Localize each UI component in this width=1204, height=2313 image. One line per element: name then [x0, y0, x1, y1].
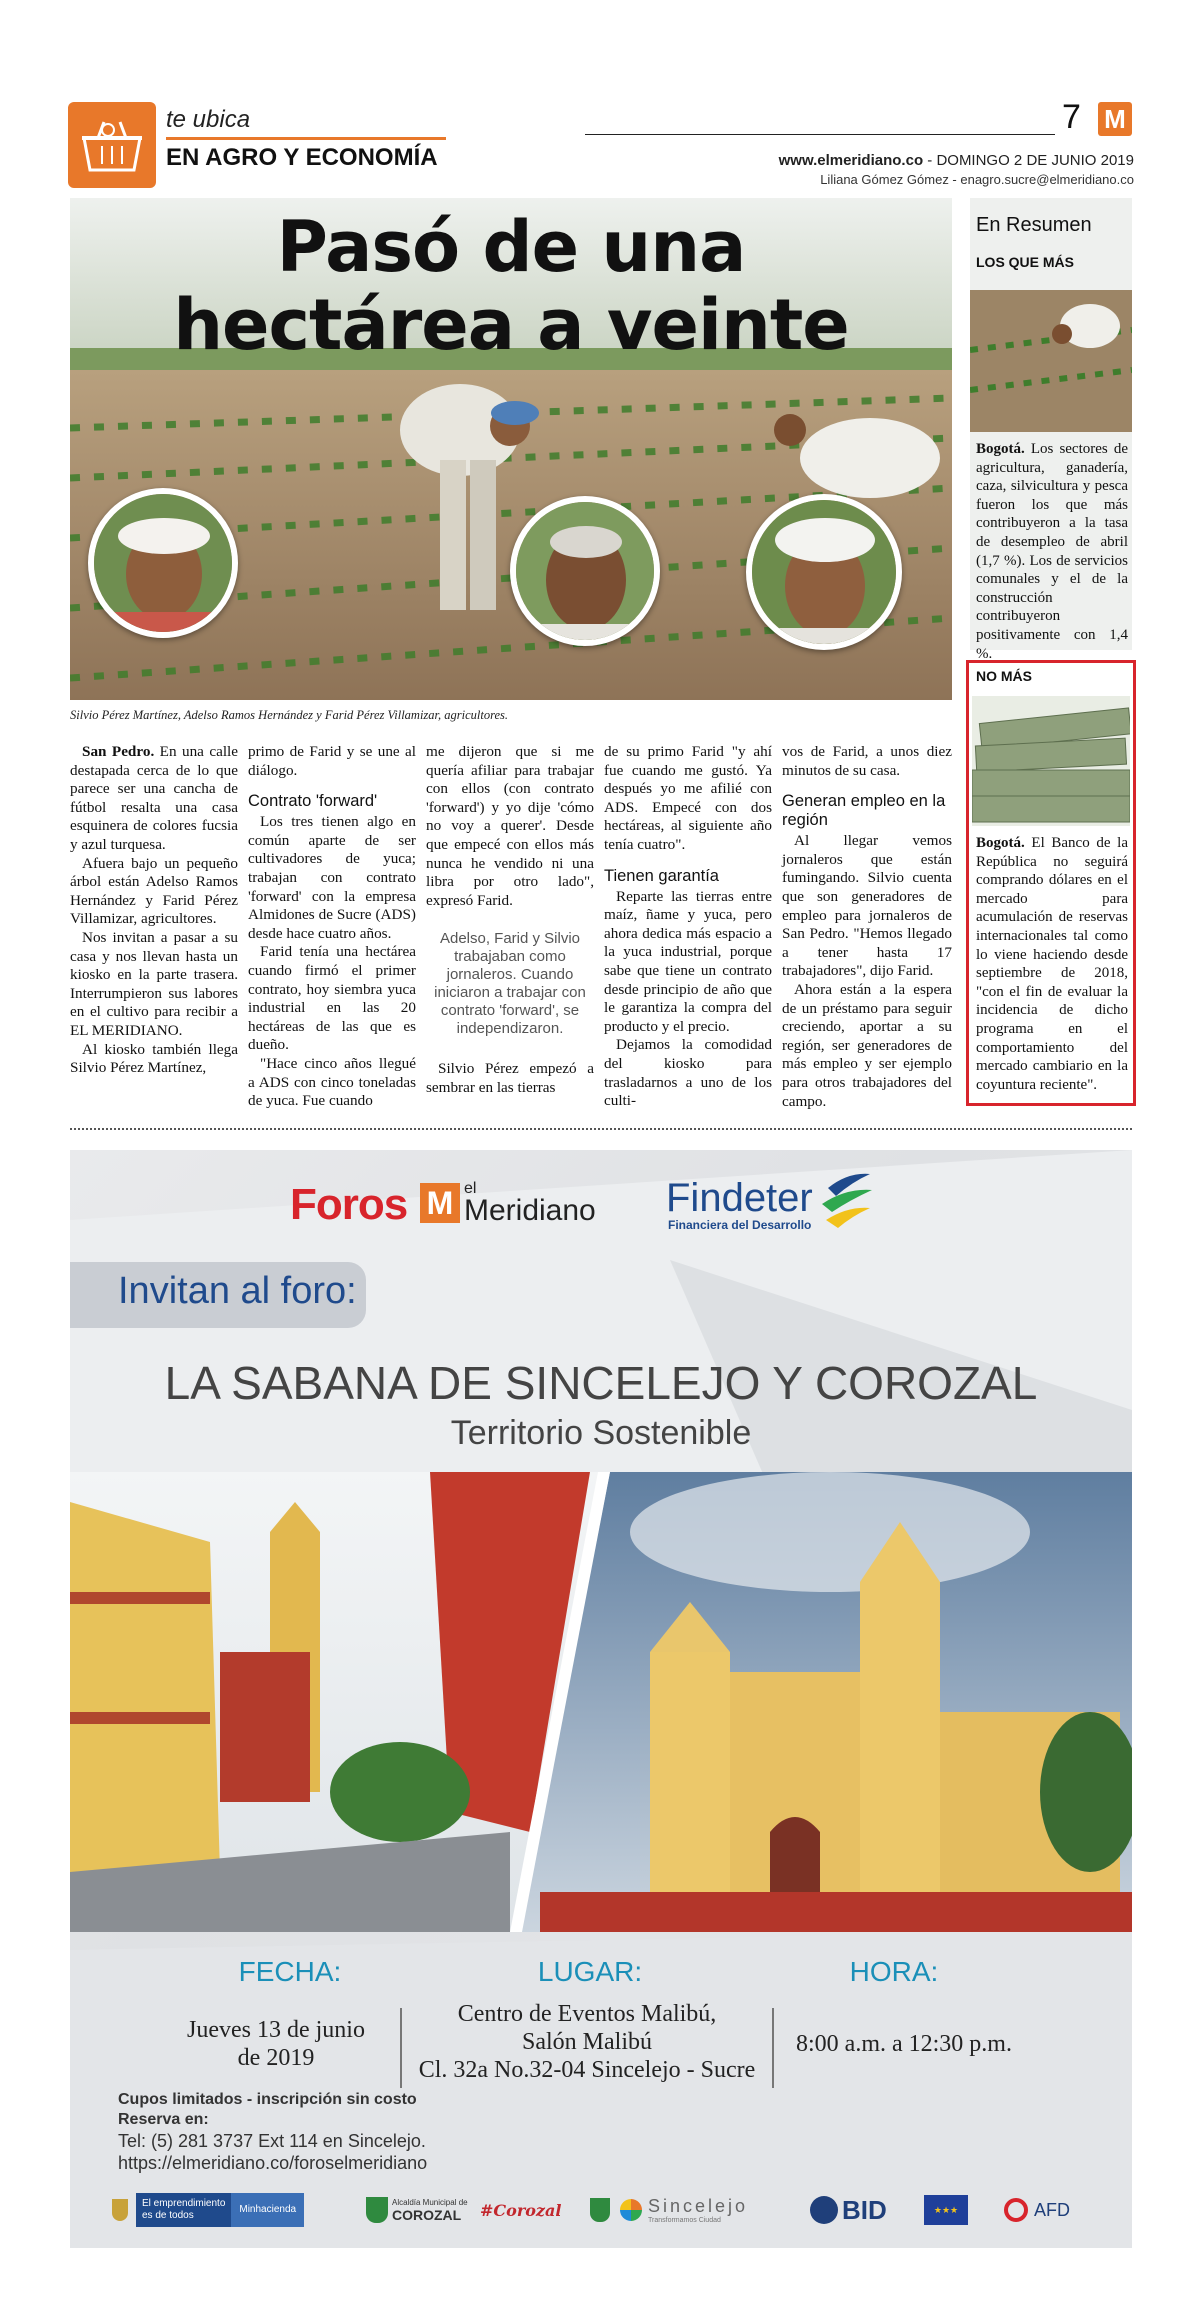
sponsor-text: AFD — [1034, 2199, 1070, 2220]
fecha-line-2: de 2019 — [237, 2045, 315, 2071]
ad-divider-2 — [772, 2008, 774, 2088]
forum-photo-collage — [70, 1472, 1132, 1932]
paragraph: de su primo Farid "y ahí fue cuando me gustó. Ya después yo me afilié con ADS. Empecé con dos hectáreas, al siguiente año tenía cuatro". — [604, 743, 772, 853]
sincelejo-shield-icon — [590, 2198, 610, 2222]
article-column-3 — [426, 743, 594, 1098]
sidebar-title: En Resumen — [976, 214, 1092, 236]
paragraph: Ahora están a la espera de un préstamo para seguir creciendo, aportar a su región, ser generadores de más empleo y ser ejemplo para otros trabajadores del campo. — [782, 980, 952, 1110]
paragraph: "Hace cinco años llegué a ADS con cinco toneladas de yuca. Fue cuando — [248, 1054, 416, 1110]
article-column-2 — [248, 743, 416, 1111]
sincelejo-flower-icon — [620, 2199, 642, 2221]
fecha-line-1: Jueves 13 de junio — [187, 2017, 365, 2043]
corozal-shield-icon — [366, 2197, 388, 2223]
phone-text: Tel: (5) 281 3737 Ext 114 en Sincelejo. — [118, 2131, 426, 2151]
paragraph: Silvio Pérez empezó a sembrar en las tierras — [426, 1060, 594, 1096]
sponsor-hashtag-corozal: #Corozal — [480, 2200, 562, 2220]
headline-line-2: hectárea a veinte — [173, 284, 849, 366]
website-link[interactable]: www.elmeridiano.co — [778, 152, 924, 169]
sidebar-text-2 — [976, 834, 1128, 1094]
colombia-shield-icon — [112, 2199, 128, 2221]
paragraph-text: En una calle destapada cerca de lo que parece ser una cancha de fútbol resalta una casa esquinera de colores fucsia y azul turquesa. — [70, 743, 239, 853]
lugar-value — [404, 2000, 770, 2084]
dateline — [779, 152, 1134, 169]
pull-quote: Adelso, Farid y Silvio trabajaban como jornaleros. Cuando iniciaron a trabajar con contrato 'forward', se independizaron. — [434, 930, 586, 1038]
sponsor-afd — [1004, 2192, 1084, 2228]
reserva-text: Reserva en: — [118, 2111, 209, 2128]
lugar-label: LUGAR: — [537, 1956, 643, 1987]
sidebar-text-1 — [976, 440, 1128, 663]
sidebar-no-mas: NO MÁS — [976, 668, 1032, 684]
sponsor-text: Transformamos Ciudad — [648, 2217, 721, 2224]
lugar-line-1: Centro de Eventos Malibú, — [457, 2001, 717, 2027]
article-column-4 — [604, 743, 772, 1111]
page-number: 7 — [1062, 98, 1081, 136]
findeter-swoosh-icon — [818, 1168, 874, 1232]
paragraph: Farid tenía una hectárea cuando firmó el primer contrato, hoy siembra yuca industrial en las 20 hectáreas de las que es dueño. — [248, 943, 416, 1054]
paragraph: Reparte las tierras entre maíz, ñame y yuca, pero ahora dedica más espacio a la yuca industrial, porque sabe que tiene un contrato desde principio de año que le garantiza la compra del producto y el precio. — [604, 887, 772, 1035]
forum-title: LA SABANA DE SINCELEJO Y COROZAL — [164, 1357, 1038, 1409]
section-subtitle: te ubica — [166, 106, 251, 133]
headline-line-1: Pasó de una — [276, 206, 746, 288]
hora-value: 8:00 a.m. a 12:30 p.m. — [796, 2031, 1012, 2057]
paragraph: Dejamos la comodidad del kiosko para trasladarnos a uno de los culti- — [604, 1036, 772, 1110]
paragraph: Los tres tienen algo en común aparte de ser cultivadores de yuca; trabajan con contrato 'forward' con la empresa Almidones de Sucre (ADS) desde hace cuatro años. — [248, 813, 416, 942]
sponsor-minhacienda — [112, 2192, 324, 2228]
paragraph: Afuera bajo un pequeño árbol están Adelso Ramos Hernández y Farid Pérez Villamizar, agricultores. — [70, 854, 238, 928]
sponsor-eu — [924, 2192, 972, 2228]
registration-info — [118, 2090, 417, 2130]
cupos-text: Cupos limitados - inscripción sin costo — [118, 2091, 417, 2108]
portrait-adelso — [88, 488, 238, 638]
sidebar-body-1: Los sectores de agricultura, ganadería, caza, silvicultura y pesca fueron los que más contribuyeron a la tasa de desempleo de abril (1,7 %). Los de servicios comunales y el de la construcción contribuyeron positivamente con 1,4 %. — [976, 441, 1128, 662]
portrait-silvio — [510, 496, 660, 646]
hora-label: HORA: — [849, 1956, 939, 1987]
edition-date: - DOMINGO 2 DE JUNIO 2019 — [923, 152, 1134, 169]
fecha-label: FECHA: — [238, 1956, 342, 1987]
photo-caption: Silvio Pérez Martínez, Adelso Ramos Hernández y Farid Pérez Villamizar, agricultores. — [70, 708, 509, 722]
sponsor-corozal — [366, 2192, 476, 2228]
subheading: Tienen garantía — [604, 866, 719, 885]
sponsor-text: El emprendimiento — [142, 2198, 226, 2209]
paragraph: primo de Farid y se une al diálogo. — [248, 743, 416, 779]
fecha-value — [160, 2016, 392, 2072]
lugar-line-2: Salón Malibú — [522, 2029, 652, 2055]
paragraph: Nos invitan a pasar a su casa y nos llevan hasta un kiosko en la parte trasera. Interrumpieron sus labores en el cultivo para recibir a EL MERIDIANO. — [70, 928, 238, 1039]
paragraph: vos de Farid, a unos diez minutos de su casa. — [782, 743, 952, 779]
sidebar-body-2: El Banco de la República no seguirá comprando dólares en el mercado para acumulación de reservas internacionales tal como lo viene haciendo desde septiembre de 2018, "con el fin de evaluar la incidencia de dicho programa en el comportamiento del mercado cambiario en la coyuntura reciente". — [976, 835, 1128, 1093]
section-title: EN AGRO Y ECONOMÍA — [166, 144, 438, 171]
contact-info — [118, 2130, 427, 2174]
meridiano-logo: M — [1098, 102, 1132, 136]
sponsor-text: COROZAL — [392, 2206, 462, 2223]
sidebar-place-1: Bogotá. — [976, 441, 1025, 457]
sponsor-minhacienda-label: Minhacienda — [231, 2193, 304, 2227]
lugar-line-3: Cl. 32a No.32-04 Sincelejo - Sucre — [418, 2057, 756, 2083]
foros-el-text: el — [464, 1180, 477, 1197]
subheading: Generan empleo en la región — [782, 792, 946, 830]
sidebar-los-que-mas: LOS QUE MÁS — [976, 254, 1075, 270]
sidebar-place-2: Bogotá. — [976, 835, 1025, 851]
findeter-logo: Findeter — [666, 1176, 813, 1220]
bid-globe-icon — [810, 2196, 838, 2224]
sponsor-text: Alcaldía Municipal de — [392, 2197, 468, 2207]
ad-divider-1 — [400, 2008, 402, 2088]
article-column-5 — [782, 743, 952, 1111]
paragraph — [70, 743, 238, 855]
byline: Liliana Gómez Gómez - enagro.sucre@elmeridiano.co — [820, 172, 1134, 187]
sponsor-sincelejo — [590, 2192, 790, 2228]
foros-meridiano-text: Meridiano — [464, 1194, 596, 1227]
portrait-farid — [746, 494, 902, 650]
basket-icon — [78, 112, 146, 178]
sponsor-text: es de todos — [142, 2210, 194, 2221]
sidebar-photo-farmer — [970, 290, 1132, 432]
section-underline — [166, 137, 446, 140]
header-rule — [585, 134, 1055, 135]
sponsor-text: BID — [842, 2194, 887, 2225]
registration-link[interactable]: https://elmeridiano.co/foroselmeridiano — [118, 2153, 428, 2173]
dotted-divider — [70, 1128, 1132, 1130]
afd-ring-icon — [1004, 2198, 1028, 2222]
paragraph: Al llegar vemos jornaleros que están fumingando. Silvio cuenta que son generadores de empleo para jornaleros de San Pedro. "Hemos llegado a tener hasta 17 trabajadores", dijo Farid. — [782, 832, 952, 980]
eu-flag-icon: ★★★ — [924, 2195, 968, 2225]
sponsor-text: Sincelejo — [648, 2196, 749, 2216]
sponsor-emprendimiento — [136, 2193, 231, 2227]
foros-m-logo: M — [420, 1183, 460, 1223]
sponsor-bid — [810, 2192, 900, 2228]
lead-place: San Pedro. — [82, 743, 155, 760]
subheading: Contrato 'forward' — [248, 792, 378, 811]
headline — [70, 208, 952, 364]
sidebar-photo-dollars — [972, 696, 1130, 826]
invitan-text: Invitan al foro: — [118, 1270, 357, 1312]
foros-logo-text: Foros — [290, 1180, 408, 1229]
paragraph: me dijeron que si me quería afiliar para trabajar con ellos (con contrato 'forward') y yo dije 'cómo no voy a querer'. Desde que empecé con ellos más nunca he vendido ni una libra por otro lado", expresó Farid. — [426, 743, 594, 909]
section-logo — [68, 102, 156, 188]
findeter-subtitle: Financiera del Desarrollo — [668, 1218, 812, 1232]
article-column-1 — [70, 743, 238, 1078]
forum-subtitle: Territorio Sostenible — [450, 1414, 752, 1452]
paragraph: Al kiosko también llega Silvio Pérez Martínez, — [70, 1040, 238, 1077]
